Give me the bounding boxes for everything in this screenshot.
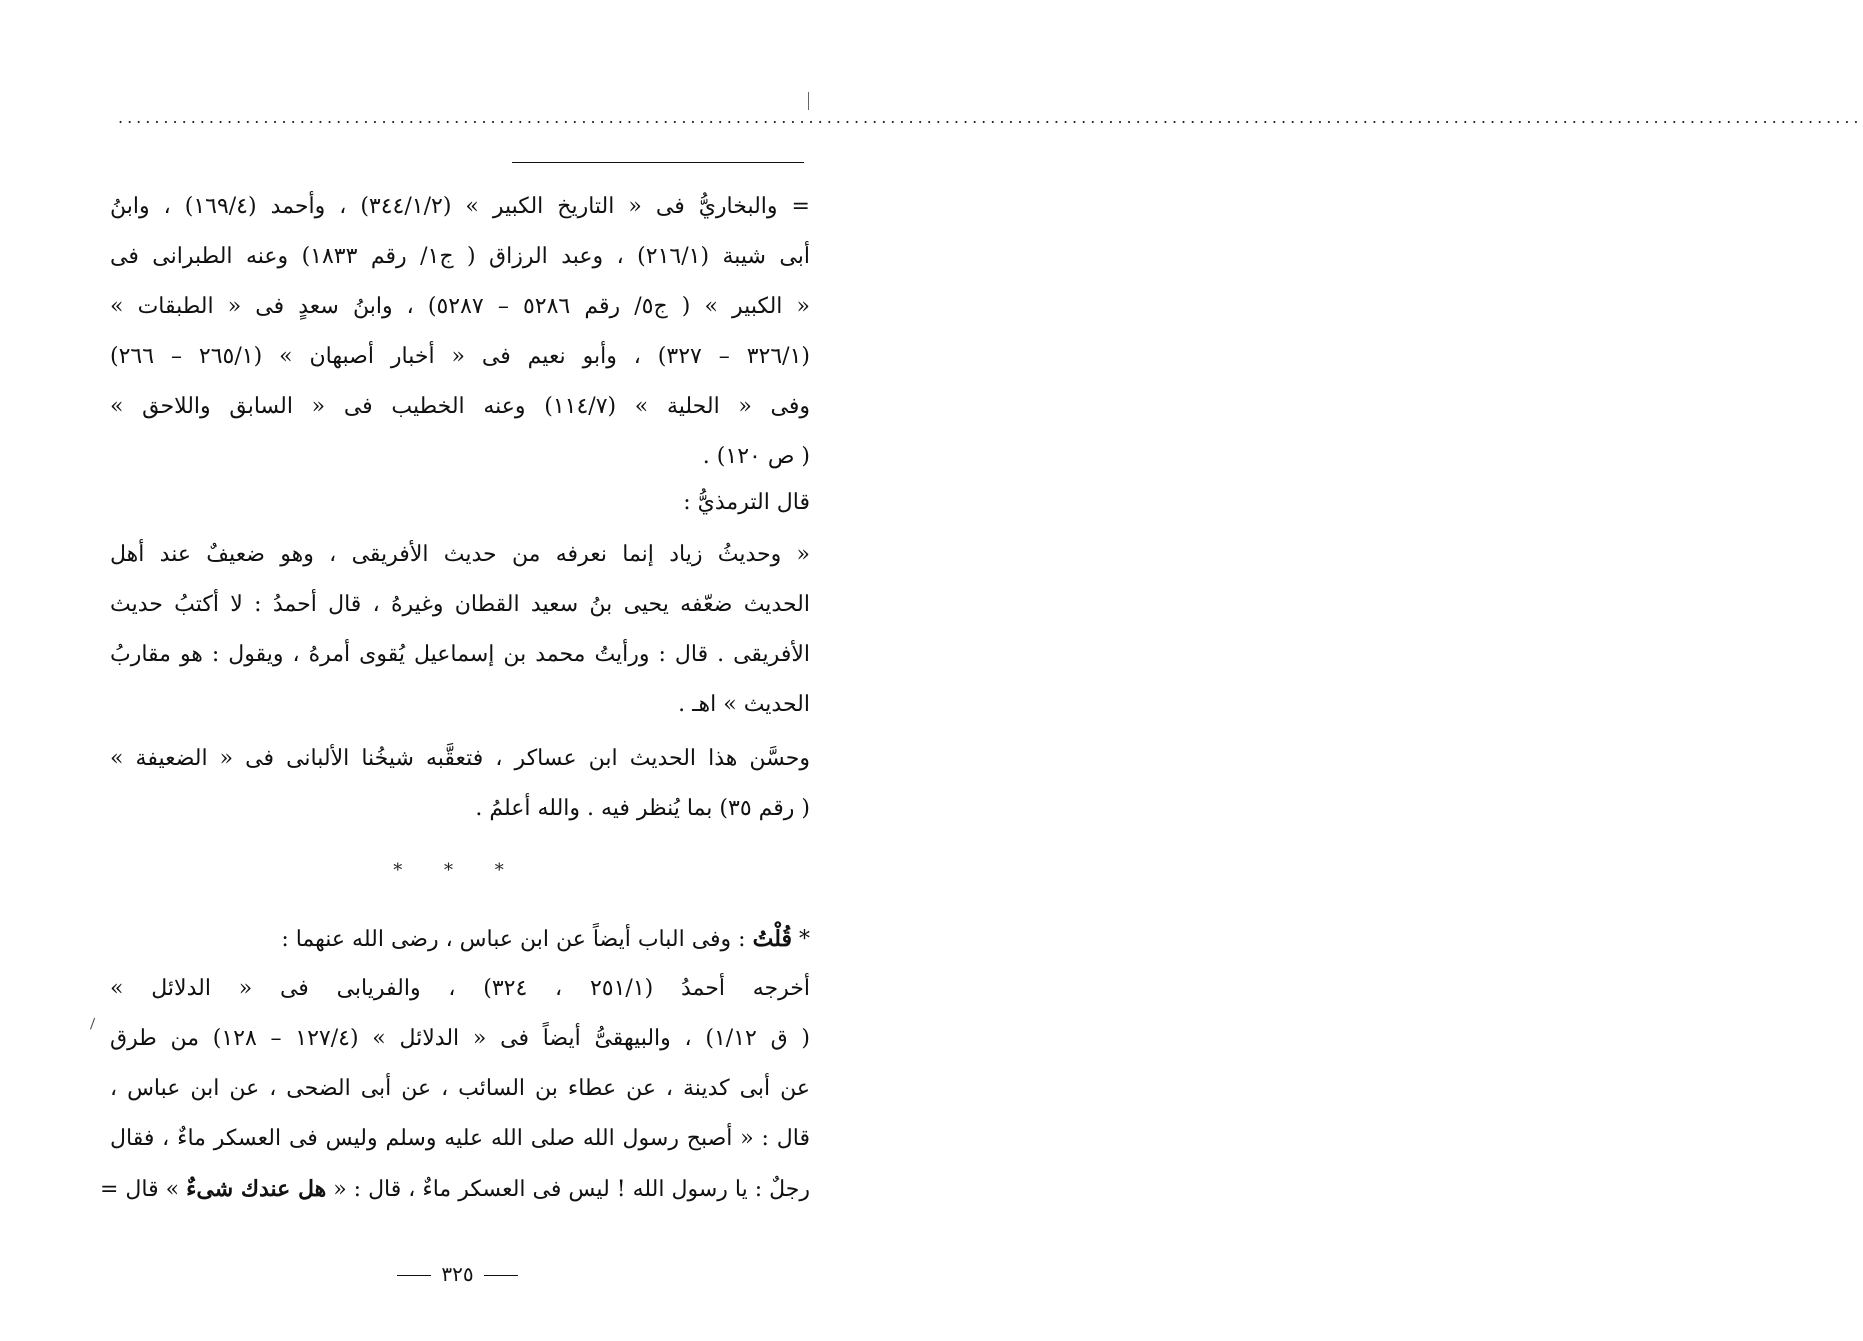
page-number-dash <box>484 1275 518 1276</box>
footnote-line: = والبخاريُّ فى « التاريخ الكبير » (٣٤٤/١/٢) ، وأحمد (١٦٩/٤) ، وابنُ <box>110 194 810 219</box>
tirmidhi-intro: قال الترمذيُّ : <box>683 490 810 515</box>
footnote-rule <box>512 162 804 163</box>
page-number-value: ٣٢٥ <box>441 1262 474 1286</box>
quote-line: الحديث ضعّفه يحيى بنُ سعيد القطان وغيرهُ ، قال أحمدُ : لا أكتبُ حديث <box>110 592 810 617</box>
hadith-bold-phrase: هل عندك شىءٌ <box>186 1176 327 1202</box>
quote-line: الأفريقى . قال : ورأيتُ محمد بن إسماعيل يُقوى أمرهُ ، ويقول : هو مقاربُ <box>110 642 810 667</box>
qultu-heading-line <box>110 914 810 964</box>
paragraph-line: أخرجه أحمدُ (٢٥١/١ ، ٣٢٤) ، والفريابى فى « الدلائل » <box>110 976 811 1001</box>
footnote-block <box>110 182 810 482</box>
paragraph-line: ( رقم ٣٥) بما يُنظر فيه . والله أعلمُ . <box>475 796 810 821</box>
page-number-dash <box>397 1275 431 1276</box>
section-separator: * * * <box>393 860 522 881</box>
footnote-line: « الكبير » ( ج٥/ رقم ٥٢٨٦ – ٥٢٨٧) ، وابنُ سعدٍ فى « الطبقات » <box>110 294 810 319</box>
quote-line: الحديث » اهـ . <box>678 692 810 717</box>
page-number <box>0 1262 915 1286</box>
hasan-paragraph <box>110 734 810 834</box>
paragraph-line: قال : « أصبح رسول الله صلى الله عليه وسلم وليس فى العسكر ماءٌ ، فقال <box>110 1126 810 1151</box>
qultu-heading-text: : وفى الباب أيضاً عن ابن عباس ، رضى الله عنهما : <box>281 927 746 952</box>
qultu-section <box>99 914 811 1214</box>
star-marker: * <box>799 927 810 952</box>
last-line-end: » قال = <box>99 1177 180 1202</box>
quote-line: « وحديثُ زياد إنما نعرفه من حديث الأفريقى ، وهو ضعيفٌ عند أهل <box>110 542 810 567</box>
qultu-word: قُلْتُ <box>752 926 792 952</box>
footnote-line: ( ص ١٢٠) . <box>702 444 810 469</box>
paragraph-line: ( ق ١/١٢) ، والبيهقىُّ أيضاً فى « الدلائل » (١٢٧/٤ – ١٢٨) من طرق <box>110 1026 810 1051</box>
last-line-start: رجلٌ : يا رسول الله ! ليس فى العسكر ماءٌ ، قال : « <box>333 1177 810 1202</box>
header-dotted-line: ................................................................................................................................................................................................ <box>118 108 1863 127</box>
footnote-line: (٣٢٦/١ – ٣٢٧) ، وأبو نعيم فى « أخبار أصبهان » (٢٦٥/١ – ٢٦٦) <box>110 344 810 369</box>
footnote-line: وفى « الحلية » (١١٤/٧) وعنه الخطيب فى « السابق واللاحق » <box>110 394 810 419</box>
paragraph-line: عن أبى كدينة ، عن عطاء بن السائب ، عن أبى الضحى ، عن ابن عباس ، <box>110 1076 810 1101</box>
tirmidhi-quote <box>110 530 810 730</box>
paragraph-line: وحسَّن هذا الحديث ابن عساكر ، فتعقَّبه شيخُنا الألبانى فى « الضعيفة » <box>110 746 810 771</box>
stray-mark <box>90 1018 97 1030</box>
paragraph-line <box>99 1164 810 1214</box>
footnote-line: أبى شيبة (٢١٦/١) ، وعبد الرزاق ( ج١/ رقم ١٨٣٣) وعنه الطبرانى فى <box>110 244 810 269</box>
